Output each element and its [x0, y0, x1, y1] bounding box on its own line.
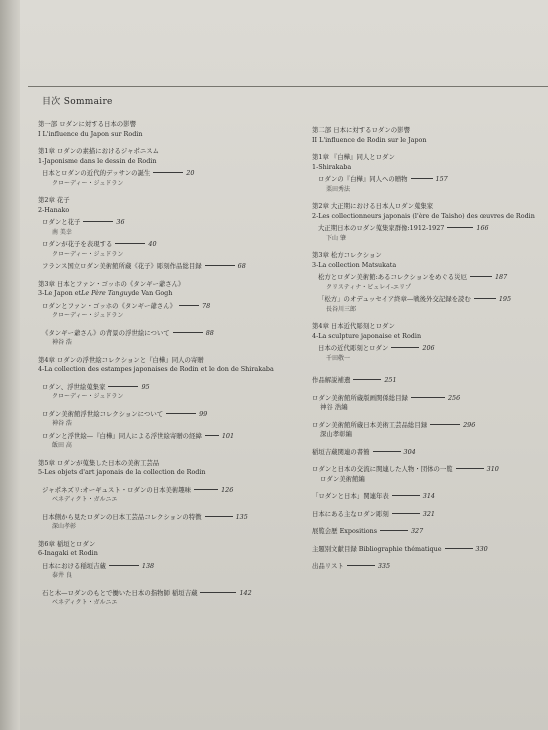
toc-entry-text: フランス国立ロダン美術館所蔵《花子》彫刻作品総目録 — [42, 262, 202, 270]
toc-entry-text: ロダンの『白樺』同人への贈物 — [318, 175, 408, 183]
toc-entry-text: 飯田 高 — [52, 442, 72, 449]
toc-entry-text: 第一部 ロダンに対する日本の影響 — [38, 120, 136, 128]
toc-entry-text: ロダン美術館所蔵日本美術工芸品総目録 — [312, 420, 428, 429]
toc-entry — [312, 344, 548, 354]
toc-entry-text: 深山孝彰 — [52, 523, 77, 530]
toc-entry — [30, 441, 270, 451]
toc-entry-text: ロダンが花子を表現する — [42, 240, 113, 248]
toc-entry-text: 作品解説補遺 — [312, 376, 351, 384]
toc-entry-text: 千田敬一 — [326, 354, 351, 362]
page-number: 314 — [422, 492, 435, 500]
leader-dash — [109, 565, 139, 566]
toc-entry-text: 神谷 浩 — [52, 420, 72, 427]
page-number: 142 — [239, 588, 252, 597]
toc-entry-text: クローディー・ジュドラン — [52, 393, 124, 400]
toc-entry-text: 日本側から見たロダンの日本工芸品コレクションの特徴 — [42, 512, 202, 521]
toc-column-left — [30, 120, 274, 608]
toc-entry-text: 松方とロダン美術館:あるコレクションをめぐる災厄 — [318, 273, 467, 281]
toc-entry — [312, 153, 548, 163]
toc-entry-italic: Le Père Tanguy — [81, 289, 132, 297]
toc-entry-text: 大正期日本のロダン蒐集家群像:1912-1927 — [318, 224, 445, 232]
toc-entry — [312, 376, 548, 386]
toc-entry-text: ロダンと浮世絵—『白樺』同人による浮世絵寄贈の経緯 — [42, 431, 202, 440]
toc-entry — [312, 175, 548, 185]
toc-entry-text: 第二部 日本に対するロダンの影響 — [312, 126, 410, 134]
toc-entry-text: ロダンと日本の交流に関連した人物・団体の一覧 — [312, 465, 453, 473]
leader-dash — [470, 276, 492, 277]
toc-entry — [30, 383, 270, 393]
toc-entry-text: 第3章 日本とファン・ゴッホの《タンギー爺さん》 — [38, 279, 185, 288]
leader-dash — [108, 386, 138, 387]
toc-entry-text: 第3章 松方コレクション — [312, 251, 382, 259]
toc-entry-text: 泰井 良 — [52, 572, 72, 579]
toc-entry — [30, 218, 270, 228]
leader-dash — [200, 592, 236, 593]
toc-entry-text: 石と木—ロダンのもとで働いた日本の指物師 稲垣吉蔵 — [42, 588, 198, 597]
toc-entry-text: 3-Le Japon et — [38, 289, 82, 297]
toc-entry-text: クローディー・ジュドラン — [52, 179, 124, 187]
toc-entry — [30, 419, 270, 429]
toc-entry — [30, 549, 270, 559]
toc-entry — [312, 448, 548, 458]
toc-entry — [30, 459, 270, 469]
toc-entry — [312, 545, 548, 555]
toc-entry — [312, 465, 548, 475]
page-number: 251 — [384, 376, 397, 384]
toc-entry — [30, 206, 270, 216]
toc-entry — [30, 311, 270, 321]
toc-entry — [30, 392, 270, 402]
toc-entry-text: 第2章 大正期における日本人ロダン蒐集家 — [312, 202, 434, 210]
toc-entry — [312, 492, 548, 502]
toc-entry — [30, 169, 270, 179]
toc-entry — [312, 202, 548, 212]
page-number: 304 — [403, 447, 416, 456]
toc-entry — [30, 240, 270, 250]
toc-entry — [312, 283, 548, 293]
toc-entry-text: ロダン美術館所蔵版画関係総目録 — [312, 393, 408, 402]
toc-entry — [30, 179, 270, 189]
toc-entry-text: 第1章 ロダンの素描におけるジャポニスム — [38, 147, 160, 155]
leader-dash — [456, 468, 484, 469]
leader-dash — [179, 305, 199, 306]
toc-entry — [312, 430, 548, 440]
page-number: 36 — [116, 218, 125, 226]
page-number: 256 — [447, 393, 461, 402]
toc-entry — [30, 540, 270, 550]
toc-entry — [30, 468, 270, 478]
toc-entry-text: クローディー・ジュドラン — [52, 312, 124, 319]
leader-dash — [430, 424, 460, 425]
leader-dash — [373, 451, 401, 452]
page-number: 166 — [476, 224, 489, 232]
toc-entry — [312, 136, 548, 146]
toc-entry — [30, 432, 270, 442]
toc-entry-text: ロダン、浮世絵蒐集家 — [42, 382, 106, 391]
toc-column-right — [312, 126, 548, 572]
toc-entry — [30, 486, 270, 496]
toc-entry — [312, 332, 548, 342]
toc-entry — [312, 185, 548, 195]
toc-entry-text: 神谷 浩 — [52, 339, 72, 346]
page-number: 187 — [494, 273, 508, 281]
page-number: 88 — [205, 328, 214, 337]
toc-entry — [30, 262, 270, 272]
toc-entry-text: 第4章 ロダンの浮世絵コレクションと『白樺』同人の寄贈 — [38, 355, 204, 364]
leader-dash — [392, 513, 420, 514]
toc-entry-text: I L'influence du Japon sur Rodin — [38, 129, 143, 138]
toc-entry-text: 日本にある主なロダン彫刻 — [312, 509, 389, 518]
toc-entry — [30, 571, 270, 581]
leader-dash — [392, 495, 420, 496]
toc-entry-text: 「松方」のオデュッセイア終章—戦後外交記録を読む — [318, 295, 471, 303]
page-number: 95 — [141, 382, 150, 391]
page-number: 195 — [498, 295, 512, 303]
toc-entry-text: 稲垣吉蔵関連の書簡 — [312, 447, 370, 456]
toc-entry — [30, 289, 270, 299]
page-number: 206 — [422, 344, 435, 352]
page-number: 335 — [377, 562, 391, 570]
leader-dash — [380, 530, 408, 531]
toc-entry-text: 3-La collection Matsukata — [312, 260, 397, 269]
toc-entry — [312, 322, 548, 332]
toc-entry-text: 2-Hanako — [38, 205, 70, 214]
toc-entry-text: ベネディクト・ガルニエ — [52, 496, 118, 503]
toc-entry — [30, 410, 270, 420]
toc-entry-text: クリスティナ・ビュレイ-エリプ — [326, 283, 412, 291]
page-number: 40 — [148, 240, 157, 248]
page-number: 135 — [235, 512, 248, 521]
toc-entry — [312, 562, 548, 572]
page-number: 101 — [221, 431, 235, 440]
toc-entry — [312, 224, 548, 234]
toc-entry-text: 長谷川三郎 — [326, 305, 357, 313]
toc-entry — [30, 157, 270, 167]
toc-entry-text: 第5章 ロダンが蒐集した日本の美術工芸品 — [38, 458, 160, 467]
toc-entry-tail: de Van Gogh — [131, 289, 173, 297]
toc-entry — [30, 495, 270, 505]
leader-dash — [411, 397, 445, 398]
toc-entry — [312, 251, 548, 261]
leader-dash — [205, 265, 235, 266]
toc-entry-text: 4-La sculpture japonaise et Rodin — [312, 331, 422, 340]
toc-entry-text: 1-Japonisme dans le dessin de Rodin — [38, 156, 157, 165]
toc-entry-text: クローディー・ジュドラン — [52, 250, 124, 258]
toc-entry-text: 下山 肇 — [326, 234, 346, 242]
leader-dash — [166, 413, 196, 414]
toc-entry — [30, 120, 270, 130]
toc-entry-text: ベネディクト・ガルニエ — [52, 599, 118, 606]
toc-entry-text: ロダンと花子 — [42, 218, 81, 226]
toc-entry — [312, 354, 548, 364]
toc-entry-text: 2-Les collectionneurs japonais (l'ère de Taisho) des œuvres de Rodin — [312, 211, 535, 220]
page-number: 330 — [475, 544, 488, 553]
toc-entry — [312, 234, 548, 244]
leader-dash — [353, 379, 381, 380]
toc-entry — [312, 475, 548, 485]
toc-entry — [312, 163, 548, 173]
leader-dash — [115, 243, 145, 244]
toc-entry-text: 4-La collection des estampes japonaises de Rodin et le don de Shirakaba — [38, 365, 274, 373]
toc-entry-text: 深山孝彰編 — [320, 430, 352, 438]
toc-entry-text: 第1章 『白樺』同人とロダン — [312, 153, 395, 161]
toc-entry — [30, 329, 270, 339]
toc-entry — [312, 273, 548, 283]
toc-entry — [30, 250, 270, 260]
book-gutter — [0, 0, 20, 730]
leader-dash — [445, 548, 473, 549]
header-rule — [28, 86, 548, 87]
toc-entry — [312, 394, 548, 404]
leader-dash — [83, 221, 113, 222]
toc-entry-text: ジャポネズリ:オーギュスト・ロダンの日本美術趣味 — [42, 485, 192, 494]
toc-entry-text: 第6章 稲垣とロダン — [38, 539, 96, 548]
leader-dash — [205, 435, 219, 436]
toc-entry-text: 出品リスト — [312, 562, 344, 570]
toc-entry — [30, 302, 270, 312]
toc-entry-text: II L'influence de Rodin sur le Japon — [312, 135, 427, 144]
toc-entry — [30, 562, 270, 572]
leader-dash — [173, 332, 203, 333]
page-number: 327 — [410, 527, 424, 535]
toc-entry-text: 第4章 日本近代彫刻とロダン — [312, 322, 395, 330]
page-number: 157 — [435, 175, 448, 183]
toc-entry — [30, 228, 270, 238]
toc-entry-text: 日本とロダンの近代的デッサンの誕生 — [42, 169, 151, 177]
page-number: 68 — [237, 262, 246, 270]
toc-entry — [312, 295, 548, 305]
toc-entry — [30, 130, 270, 140]
toc-entry-text: 第2章 花子 — [38, 196, 70, 204]
toc-entry-text: 日本における稲垣吉蔵 — [42, 561, 106, 570]
toc-entry — [30, 365, 274, 375]
toc-entry — [30, 598, 270, 608]
toc-entry — [30, 522, 270, 532]
leader-dash — [153, 172, 183, 173]
toc-entry-text: 日本の近代彫刻とロダン — [318, 344, 389, 352]
page-number: 20 — [186, 169, 195, 177]
page-number: 138 — [141, 561, 155, 570]
toc-entry-text: ロダン美術館編 — [320, 474, 365, 483]
leader-dash — [447, 227, 473, 228]
leader-dash — [194, 489, 218, 490]
toc-entry-text: 栗田秀法 — [326, 185, 351, 193]
toc-entry-text: 「ロダンと日本」関連年表 — [312, 492, 389, 500]
page-number: 296 — [463, 420, 476, 429]
page-number: 99 — [199, 409, 208, 418]
leader-dash — [391, 347, 419, 348]
page-heading: 目次 Sommaire — [42, 97, 113, 107]
toc-entry — [312, 305, 548, 315]
page-number: 78 — [202, 301, 211, 310]
page-number: 126 — [221, 485, 234, 494]
toc-entry — [312, 261, 548, 271]
toc-entry-text: 6-Inagaki et Rodin — [38, 549, 98, 557]
page-number: 310 — [486, 465, 499, 473]
leader-dash — [474, 298, 496, 299]
toc-entry-text: 南 美幸 — [52, 228, 72, 236]
toc-entry — [30, 356, 270, 366]
toc-entry — [312, 510, 548, 520]
toc-entry-text: 5-Les objets d'art japonais de la collection de Rodin — [38, 468, 206, 476]
toc-entry-text: ロダン美術館浮世絵コレクションについて — [42, 409, 164, 418]
toc-entry-text: 主題別文献目録 Bibliographie thématique — [312, 544, 442, 553]
toc-entry — [30, 338, 270, 348]
toc-entry-text: 展覧会歴 Expositions — [312, 527, 377, 535]
leader-dash — [205, 516, 233, 517]
leader-dash — [411, 178, 433, 179]
toc-entry — [312, 126, 548, 136]
toc-entry — [30, 513, 270, 523]
toc-entry — [312, 212, 548, 222]
leader-dash — [347, 565, 375, 566]
toc-entry-text: 《タンギー爺さん》の背景の浮世絵について — [42, 328, 170, 337]
toc-entry — [30, 196, 270, 206]
toc-entry — [312, 403, 548, 413]
toc-entry — [312, 527, 548, 537]
toc-entry-text: ロダンとファン・ゴッホの《タンギー爺さん》 — [42, 301, 177, 310]
toc-entry-text: 神谷 浩編 — [320, 403, 348, 411]
toc-entry — [30, 147, 270, 157]
page-number: 321 — [422, 509, 435, 518]
toc-entry — [312, 421, 548, 431]
toc-entry — [30, 589, 270, 599]
toc-entry — [30, 280, 270, 290]
toc-entry-text: 1-Shirakaba — [312, 162, 352, 171]
